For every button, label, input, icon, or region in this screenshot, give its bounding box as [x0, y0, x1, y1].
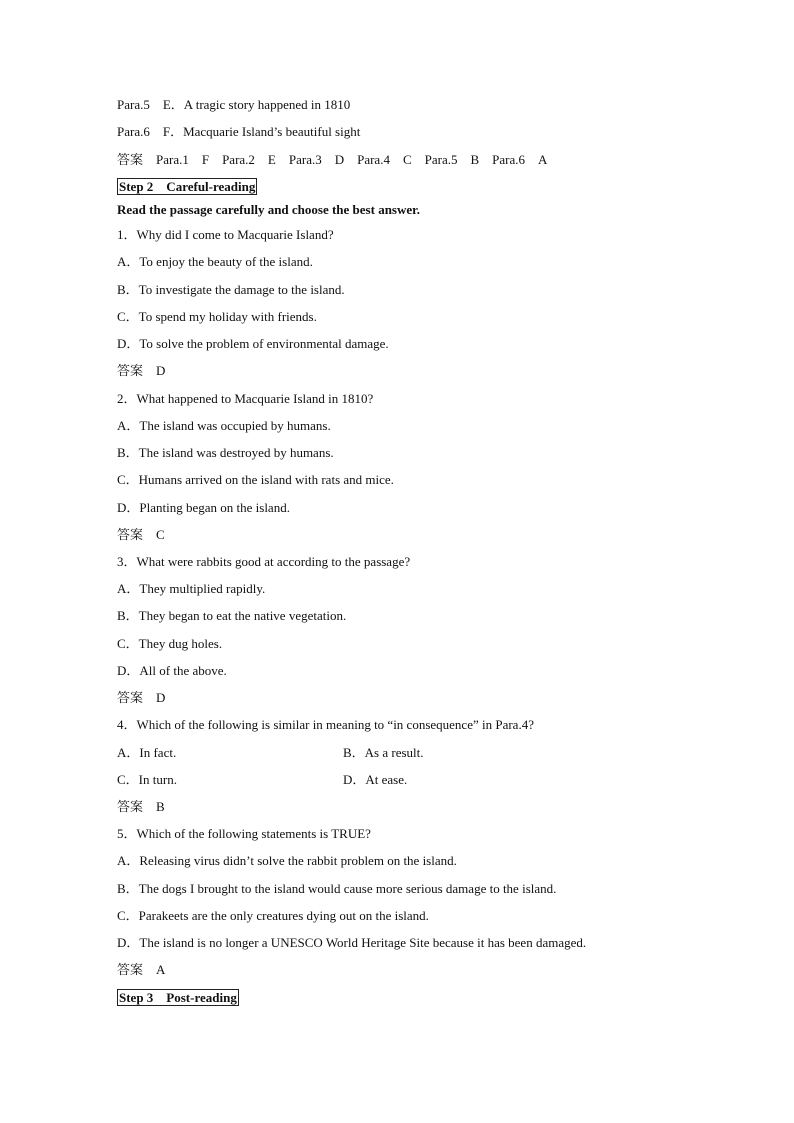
- step2-heading: [117, 179, 257, 195]
- q3-option-d: D．All of the above.: [117, 663, 227, 678]
- q4-options-ab: [117, 745, 717, 761]
- q5-answer: 答案 A: [117, 962, 166, 977]
- q3-option-a: A．They multiplied rapidly.: [117, 581, 266, 596]
- q4-options-cd-left: C．In turn.: [117, 772, 177, 787]
- q4-options-ab-left: A．In fact.: [117, 745, 177, 760]
- answer-step1: 答案 Para.1 F Para.2 E Para.3 D Para.4 C Para.5 B Para.6 A: [117, 152, 548, 167]
- q2-answer: 答案 C: [117, 527, 165, 542]
- q1-answer: 答案 D: [117, 363, 166, 378]
- q5-option-b: B．The dogs I brought to the island would cause more serious damage to the island.: [117, 881, 557, 896]
- q1-option-c: C．To spend my holiday with friends.: [117, 309, 317, 324]
- q3-option-c: C．They dug holes.: [117, 636, 223, 651]
- step3-heading-label: Step 3 Post-reading: [119, 990, 237, 1005]
- q2-option-c: C．Humans arrived on the island with rats and mice.: [117, 472, 394, 487]
- question-3: 3．What were rabbits good at according to the passage?: [117, 554, 411, 569]
- q3-answer: 答案 D: [117, 690, 166, 705]
- step3-heading: [117, 990, 239, 1006]
- q2-option-d: D．Planting began on the island.: [117, 500, 290, 515]
- q2-option-a: A．The island was occupied by humans.: [117, 418, 331, 433]
- q5-option-d: D．The island is no longer a UNESCO World Heritage Site because it has been damaged.: [117, 935, 587, 950]
- question-2: 2．What happened to Macquarie Island in 1810?: [117, 391, 374, 406]
- match-item-para5: Para.5 E．A tragic story happened in 1810: [117, 97, 351, 112]
- question-5: 5．Which of the following statements is TRUE?: [117, 826, 371, 841]
- q2-option-b: B．The island was destroyed by humans.: [117, 445, 334, 460]
- question-1: 1．Why did I come to Macquarie Island?: [117, 227, 334, 242]
- q4-answer: 答案 B: [117, 799, 165, 814]
- q3-option-b: B．They began to eat the native vegetation.: [117, 608, 347, 623]
- step2-heading-label: Step 2 Careful-reading: [119, 179, 256, 194]
- question-4: 4．Which of the following is similar in meaning to “in consequence” in Para.4?: [117, 717, 534, 732]
- q4-options-cd: [117, 772, 717, 788]
- q1-option-b: B．To investigate the damage to the island.: [117, 282, 345, 297]
- q5-option-a: A．Releasing virus didn’t solve the rabbit problem on the island.: [117, 853, 457, 868]
- match-item-para6: Para.6 F．Macquarie Island’s beautiful sight: [117, 124, 361, 139]
- q4-options-cd-right: D．At ease.: [343, 772, 408, 787]
- q4-options-ab-right: B．As a result.: [343, 745, 424, 760]
- q1-option-d: D．To solve the problem of environmental damage.: [117, 336, 389, 351]
- q1-option-a: A．To enjoy the beauty of the island.: [117, 254, 313, 269]
- q5-option-c: C．Parakeets are the only creatures dying out on the island.: [117, 908, 429, 923]
- instruction: Read the passage carefully and choose the best answer.: [117, 202, 420, 217]
